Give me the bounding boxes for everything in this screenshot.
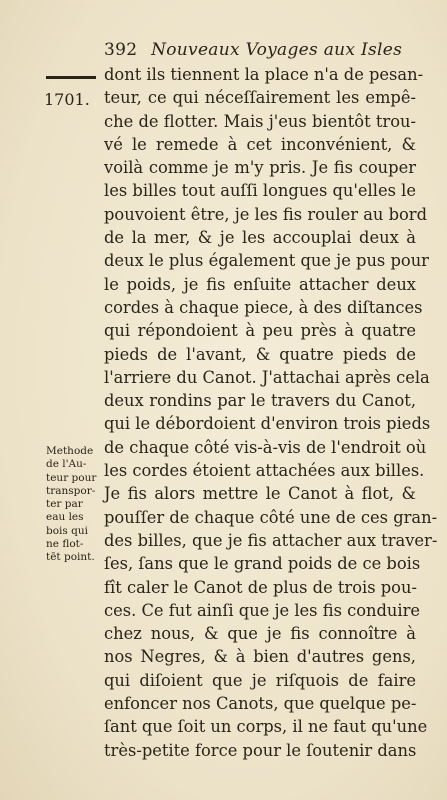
text-line: deux rondins par le travers du Canot,	[104, 391, 416, 411]
side-note-line: transpor-	[46, 484, 96, 497]
text-line: les billes tout auſſi longues qu'elles le	[104, 181, 416, 201]
text-line: cordes à chaque piece, à des diſtances	[104, 297, 423, 317]
text-line: pouſſer de chaque côté une de ces gran-	[104, 507, 438, 527]
side-note-line: tēt point.	[46, 551, 95, 564]
text-line: ces. Ce fut ainſi que je les fis conduire	[104, 600, 421, 620]
text-line: qui le débordoient d'environ trois pieds	[104, 414, 431, 434]
running-header	[104, 40, 402, 60]
text-line: dont ils tiennent la place n'a de pesan-	[104, 65, 424, 84]
text-line: qui répondoient à peu près à quatre	[104, 321, 416, 341]
text-line: Je fis alors mettre le Canot à flot, &	[104, 484, 416, 504]
text-line: pieds de l'avant, & quatre pieds de	[104, 344, 416, 364]
margin-rule	[46, 76, 96, 79]
text-line: de la mer, & je les accouplai deux à	[104, 228, 416, 248]
text-line: deux le plus également que je pus pour	[104, 251, 429, 271]
text-line: très-petite force pour le ſoutenir dans	[104, 740, 417, 760]
text-line: l'arriere du Canot. J'attachai après cela	[104, 367, 430, 387]
text-line: fît caler le Canot de plus de trois pou-	[104, 577, 417, 597]
running-title: Nouveaux Voyages aux Isles	[151, 40, 403, 60]
side-note-line: eau les	[46, 511, 84, 524]
side-note-line: teur pour	[46, 471, 97, 484]
text-line: nos Negres, & à bien d'autres gens,	[104, 647, 416, 667]
text-line: le poids, je fis enſuite attacher deux	[104, 274, 416, 294]
side-note-line: bois qui	[46, 524, 88, 537]
text-line: qui diſoient que je riſquois de faire	[104, 670, 416, 690]
text-line: voilà comme je m'y pris. Je fis couper	[104, 158, 416, 178]
text-line: de chaque côté vis-à-vis de l'endroit où	[104, 437, 427, 457]
text-line: ſant que ſoit un corps, il ne faut qu'une	[104, 717, 428, 737]
side-note-line: ter par	[46, 498, 83, 511]
side-note-line: de l'Au-	[46, 458, 87, 471]
text-line: les cordes étoient attachées aux billes.	[104, 461, 425, 481]
side-note-line: ne flot-	[46, 538, 84, 551]
body-text	[104, 63, 438, 762]
text-line: vé le remede à cet inconvénient, &	[104, 134, 416, 154]
side-note	[46, 445, 104, 565]
side-note-line: Methode	[46, 445, 94, 457]
text-line: ſes, ſans que le grand poids de ce bois	[104, 554, 421, 574]
margin-year: 1701.	[44, 90, 90, 109]
text-line: des billes, que je fis attacher aux traver-	[104, 530, 438, 550]
text-line: teur, ce qui néceſſairement les empê-	[104, 88, 416, 108]
text-line: pouvoient être, je les fis rouler au bord	[104, 204, 427, 224]
text-line: enfoncer nos Canots, que quelque pe-	[104, 694, 417, 714]
text-line: che de flotter. Mais j'eus bientôt trou-	[104, 111, 416, 131]
page-number: 392	[104, 40, 138, 60]
text-line: chez nous, & que je fis connoître à	[104, 624, 416, 644]
